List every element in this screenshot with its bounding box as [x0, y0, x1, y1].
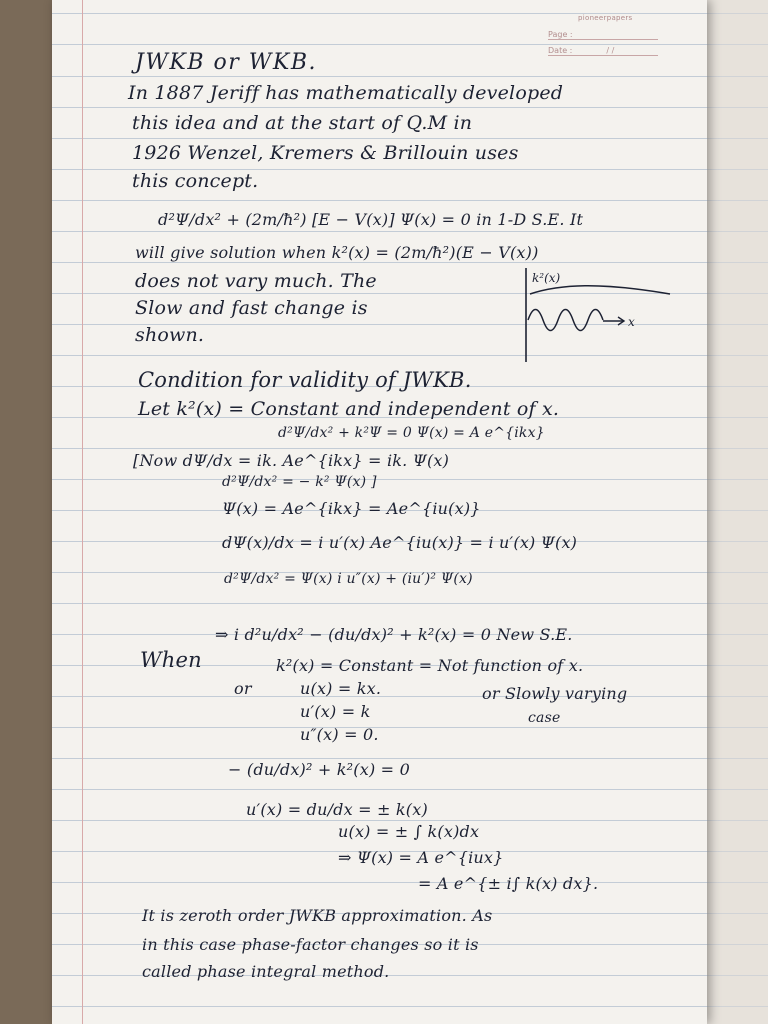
curve-label: k²(x)	[532, 271, 561, 285]
equation-line: ⇒ Ψ(x) = A e^{iux}	[338, 848, 504, 867]
margin-line	[82, 0, 83, 1024]
equation-line: u(x) = ± ∫ k(x)dx	[338, 822, 480, 841]
date-label: Date :	[548, 46, 573, 55]
note-line: or Slowly varying	[482, 684, 628, 703]
note-line: In 1887 Jeriff has mathematically developed	[128, 82, 564, 104]
axis-label: x	[628, 315, 635, 329]
note-line: Slow and fast change is	[135, 297, 368, 319]
slow-fast-change-sketch	[520, 268, 680, 363]
page-label: Page :	[548, 30, 573, 39]
equation-line: − (du/dx)² + k²(x) = 0	[228, 760, 410, 779]
note-line: called phase integral method.	[142, 962, 390, 981]
fast-change-wave	[528, 310, 603, 331]
note-line: Let k²(x) = Constant and independent of x.	[138, 398, 560, 420]
schrodinger-equation: d²Ψ/dx² + (2m/ħ²) [E − V(x)] Ψ(x) = 0 in 1-D S.E. It	[158, 210, 584, 229]
equation-line: = A e^{± i∫ k(x) dx}.	[418, 874, 599, 893]
section-heading: Condition for validity of JWKB.	[138, 368, 472, 392]
equation-line: d²Ψ/dx² + k²Ψ = 0 Ψ(x) = A e^{ikx}	[278, 425, 545, 441]
when-label: When	[140, 648, 202, 672]
adjacent-page-edge	[707, 0, 768, 1024]
equation-line: u″(x) = 0.	[300, 725, 379, 744]
notebook-brand: pioneerpapers	[578, 14, 633, 22]
note-line: 1926 Wenzel, Kremers & Brillouin uses	[132, 142, 519, 164]
equation-line: [Now dΨ/dx = ik. Ae^{ikx} = ik. Ψ(x)	[133, 451, 450, 470]
date-field	[548, 46, 658, 56]
or-label: or	[234, 679, 252, 698]
note-line: case	[528, 710, 561, 726]
date-value: / /	[606, 46, 615, 55]
new-schrodinger-equation: ⇒ i d²u/dx² − (du/dx)² + k²(x) = 0 New S.E.	[215, 625, 573, 644]
note-line: does not vary much. The	[135, 270, 377, 292]
equation-line: dΨ(x)/dx = i u′(x) Ae^{iu(x)} = i u′(x) Ψ(x)	[222, 533, 578, 552]
note-title: JWKB or WKB.	[135, 50, 317, 75]
note-line: in this case phase-factor changes so it is	[142, 935, 479, 954]
equation-line: d²Ψ/dx² = − k² Ψ(x) ]	[222, 474, 377, 490]
equation-line: u′(x) = du/dx = ± k(x)	[246, 800, 428, 819]
equation-line: k²(x) = Constant = Not function of x.	[276, 656, 584, 675]
note-line: this concept.	[132, 170, 259, 192]
equation-line: d²Ψ/dx² = Ψ(x) i u″(x) + (iu′)² Ψ(x)	[224, 571, 473, 587]
note-line: will give solution when k²(x) = (2m/ħ²)(E − V(x))	[135, 243, 539, 262]
equation-line: Ψ(x) = Ae^{ikx} = Ae^{iu(x)}	[222, 499, 481, 518]
equation-line: u(x) = kx.	[300, 679, 382, 698]
note-line: this idea and at the start of Q.M in	[132, 112, 473, 134]
note-line: shown.	[135, 324, 205, 346]
slow-change-curve	[530, 286, 670, 294]
note-line: It is zeroth order JWKB approximation. As	[142, 906, 493, 925]
page-number-field	[548, 30, 658, 40]
equation-line: u′(x) = k	[300, 702, 371, 721]
